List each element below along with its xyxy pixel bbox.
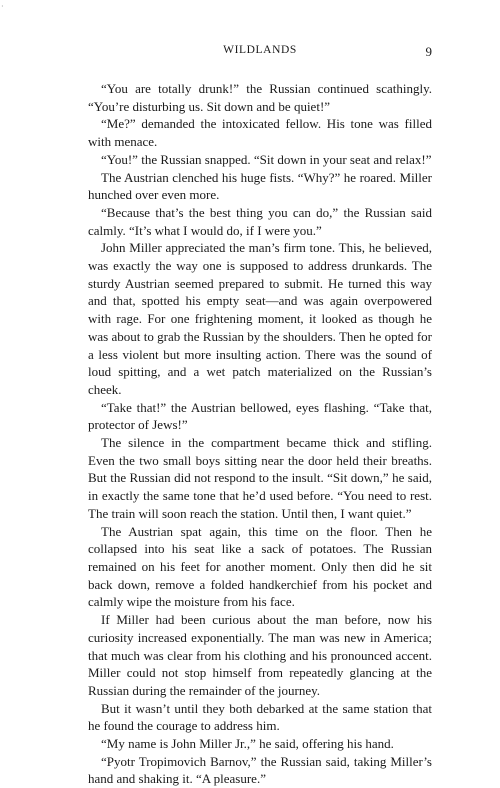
paragraph: The Austrian clenched his huge fists. “Why?” he roared. Miller hunched over even more. (88, 169, 432, 203)
paragraph: John Miller appreciated the man’s firm tone. This, he believed, was exactly the way one is supposed to address drunkards. The sturdy Austrian seemed prepared to submit. He turned this way and that, spotted his empty seat—and was again overpowered with rage. For one frightening moment, it looked as though he was about to grab the Russian by the shoulders. Then he opted for a less violent but more insulting action. There was the sound of loud spitting, and a wet patch materialized on the Russian’s cheek. (88, 240, 432, 397)
paragraph: “You are totally drunk!” the Russian continued scathingly. “You’re disturbing us. Sit down and be quiet!” (88, 81, 432, 114)
body-text (88, 80, 432, 788)
paragraph: If Miller had been curious about the man before, now his curiosity increased exponentially. The man was new in America; that much was clear from his clothing and his pronounced accent. Miller could not stop himself from repeatedly glancing at the Russian during the remainder of the journey. (88, 612, 432, 698)
paragraph: But it wasn’t until they both debarked at the same station that he found the courage to address him. (88, 700, 432, 734)
corner-mark: · (1, 2, 4, 11)
paragraph: The silence in the compartment became thick and stifling. Even the two small boys sitting near the door held their breaths. But the Russian did not respond to the insult. “Sit down,” he said, in exactly the same tone that he’d used before. “You need to rest. The train will soon reach the station. Until then, I want quiet.” (88, 435, 432, 521)
running-head: WILDLANDS (223, 44, 297, 56)
paragraph: “Because that’s the best thing you can do,” the Russian said calmly. “It’s what I would do, if I were you.” (88, 204, 432, 238)
paragraph: The Austrian spat again, this time on the floor. Then he collapsed into his seat like a sack of potatoes. The Russian remained on his feet for another moment. Only then did he sit back down, remove a folded handkerchief from his pocket and calmly wipe the moisture from his face. (88, 523, 432, 610)
paragraph: “Me?” demanded the intoxicated fellow. His tone was filled with menace. (88, 116, 432, 150)
paragraph: “My name is John Miller Jr.,” he said, offering his hand. (101, 736, 394, 752)
page-header (88, 44, 432, 62)
page-number: 9 (425, 44, 432, 59)
paragraph: “Take that!” the Austrian bellowed, eyes flashing. “Take that, protector of Jews!” (88, 399, 432, 433)
paragraph: “You!” the Russian snapped. “Sit down in your seat and relax!” (101, 151, 432, 167)
paragraph: “Pyotr Tropimovich Barnov,” the Russian said, taking Miller’s hand and shaking it. “A pleasure.” (88, 753, 432, 787)
